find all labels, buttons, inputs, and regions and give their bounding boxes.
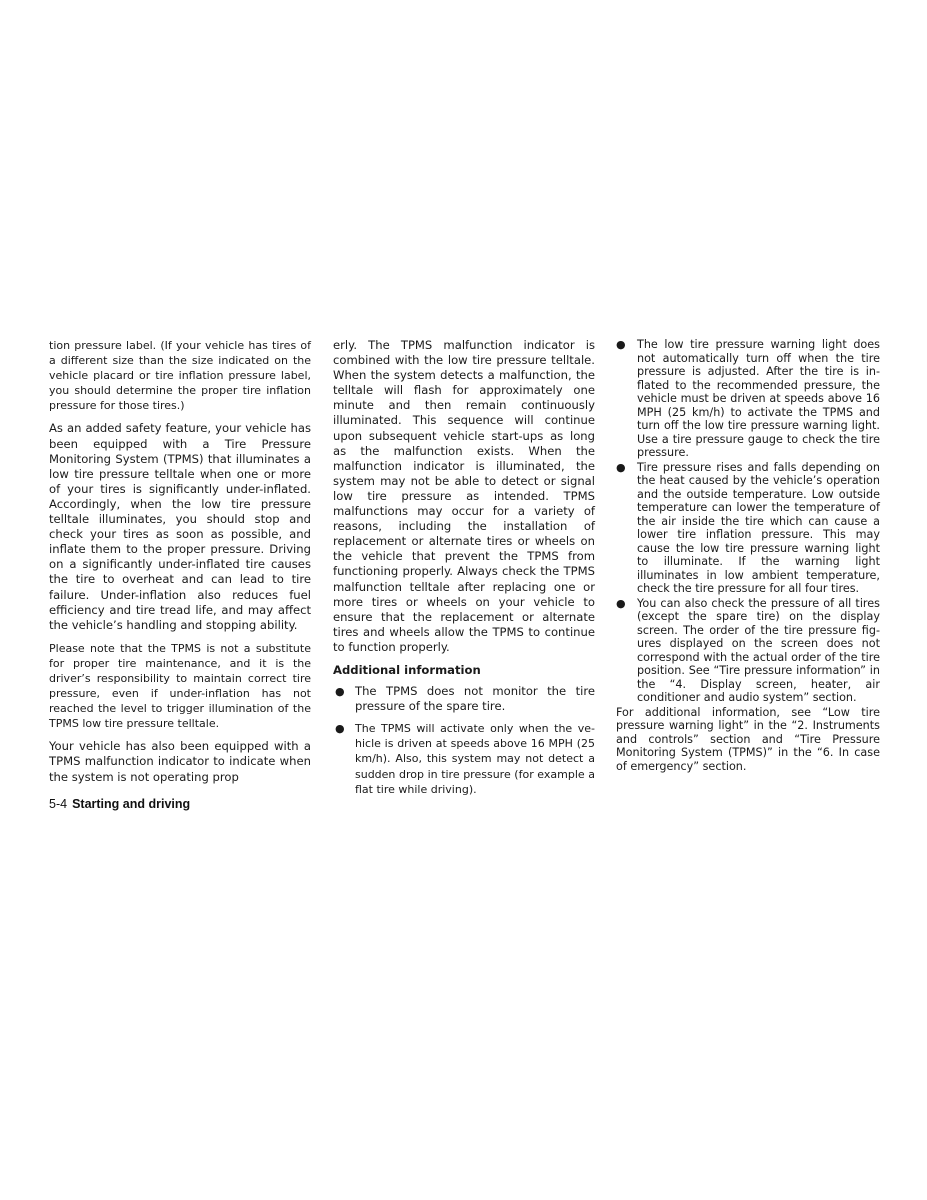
list-item xyxy=(616,338,880,460)
section-heading-additional-info: Additional information xyxy=(333,662,481,677)
list-item xyxy=(616,597,880,705)
list-item xyxy=(333,684,595,714)
bullet-text: The TPMS does not monitor the tire pressure of the spare tire. xyxy=(355,684,595,714)
bullet-text: Tire pressure rises and falls depending on the heat caused by the vehicle’s operation and the outside temperature. Low outside temperature can lower the temperature of the air inside the tire which can cause a lower tire inflation pressure. This may cause the low tire pressure warning light to illuminate. If the warning light illuminates in low ambient temperature, check the tire pressure for all four tires. xyxy=(637,460,880,595)
section-title: Starting and driving xyxy=(72,797,191,811)
bullet-icon: ● xyxy=(616,460,626,474)
list-item xyxy=(616,461,880,596)
bullet-list-tpms-notes xyxy=(616,338,880,705)
paragraph-malfunction-continued: erly. The TPMS malfunction indicator is combined with the low tire pressure telltale. When the system detects a malfunction, the telltale will flash for approximately one minute and then remain continuously illuminated. This sequence will continue upon subsequent vehicle start-ups as long as the malfunction exists. When the malfunction indicator is illuminated, the system may not be able to detect or signal low tire pressure as intended. TPMS malfunctions may occur for a variety of reasons, including the installation of replacement or alternate tires or wheels on the vehicle that prevent the TPMS from functioning properly. Always check the TPMS malfunction telltale after replacing one or more tires or wheels on your vehicle to ensure that the replacement or alternate tires and wheels allow the TPMS to continue to function properly. xyxy=(333,338,595,654)
text-column-3 xyxy=(616,338,880,781)
paragraph-malfunction-indicator: Your vehicle has also been equipped with a TPMS malfunction indicator to indicate when the system is not operating prop xyxy=(49,739,311,784)
paragraph-tire-label: tion pressure label. (If your vehicle has tires of a different size than the size indicated on the vehicle placard or tire inflation pressure label, you should determine the proper tire inflation pressure for those tires.) xyxy=(49,339,311,413)
text-column-1 xyxy=(49,338,311,793)
bullet-icon: ● xyxy=(616,596,626,610)
page-number: 5-4 xyxy=(49,797,68,811)
bullet-icon: ● xyxy=(616,338,626,351)
page-footer xyxy=(49,797,190,811)
bullet-text: The low tire pressure warning light does not automatically turn off when the tire pressure is adjusted. After the tire is inflated to the recommended pressure, the vehicle must be driven at speeds above 16 MPH (25 km/h) to activate the TPMS and turn off the low tire pressure warning light. Use a tire pressure gauge to check the tire pressure. xyxy=(637,338,880,459)
bullet-text: The TPMS will activate only when the vehicle is driven at speeds above 16 MPH (25 km/h). Also, this system may not detect a sudden drop in tire pressure (for example a flat tire while driving). xyxy=(355,722,595,796)
paragraph-tpms-intro: As an added safety feature, your vehicle has been equipped with a Tire Pressure Monitoring System (TPMS) that illuminates a low tire pressure telltale when one or more of your tires is significantly under-inflated. Accordingly, when the low tire pressure telltale illuminates, you should stop and check your tires as soon as possible, and inflate them to the proper pressure. Driving on a significantly under-inflated tire causes the tire to overheat and can lead to tire failure. Under-inflation also reduces fuel efficiency and tire tread life, and may affect the vehicle’s handling and stopping ability. xyxy=(49,421,311,632)
bullet-icon: ● xyxy=(335,722,345,736)
bullet-list-additional-info xyxy=(333,684,595,797)
text-column-2 xyxy=(333,338,595,804)
bullet-icon: ● xyxy=(335,685,345,699)
paragraph-additional-references: For additional information, see “Low tire pressure warning light” in the “2. Instruments and controls” section and “Tire Pressure Monitoring System (TPMS)” in the “6. In case of emergency” section. xyxy=(616,705,880,773)
paragraph-tpms-note: Please note that the TPMS is not a substitute for proper tire maintenance, and it is the driver’s responsibility to maintain correct tire pressure, even if under-inflation has not reached the level to trigger illumination of the TPMS low tire pressure telltale. xyxy=(49,641,311,731)
bullet-text: You can also check the pressure of all tires (except the spare tire) on the display screen. The order of the tire pressure figures displayed on the screen does not correspond with the actual order of the tire position. See “Tire pressure information” in the “4. Display screen, heater, air conditioner and audio system” section. xyxy=(637,596,880,704)
list-item xyxy=(333,721,595,796)
